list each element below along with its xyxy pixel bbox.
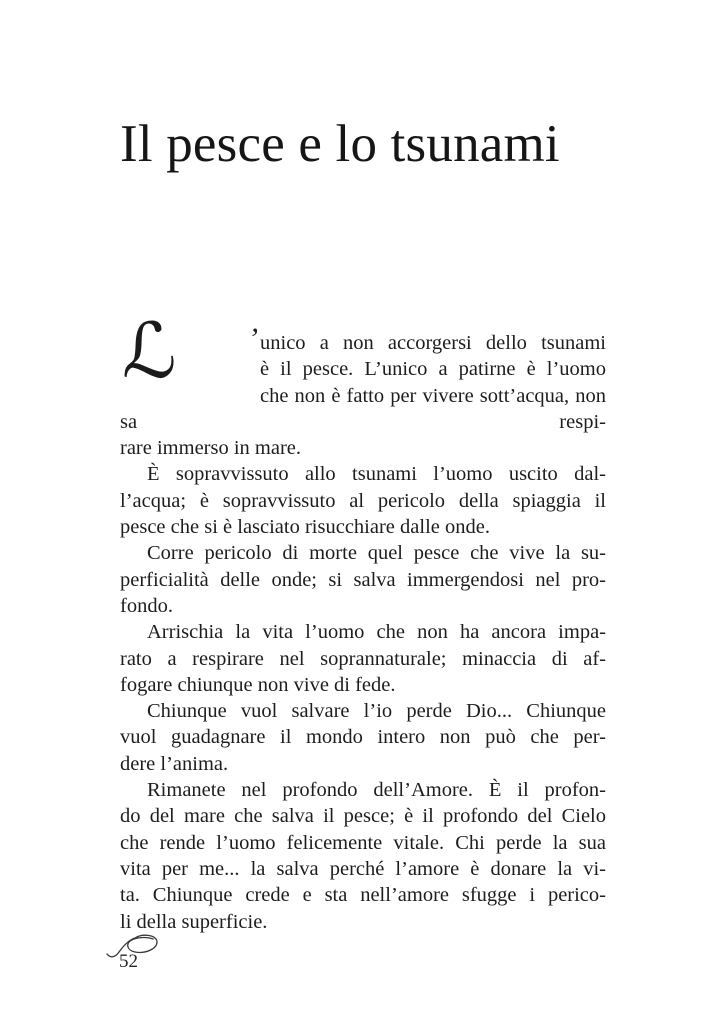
text-line: È sopravvissuto allo tsunami l’uomo uscito dal- xyxy=(147,463,606,486)
text-line: Chiunque vuol salvare l’io perde Dio... Chiunque xyxy=(147,700,606,723)
text-line: che non è fatto per vivere sott’acqua, non sa respi- xyxy=(120,384,606,433)
text-line: li della superficie. xyxy=(120,910,268,933)
paragraph xyxy=(120,540,606,619)
text-line: Corre pericolo di morte quel pesce che vive la su- xyxy=(147,542,606,565)
paragraph xyxy=(120,698,606,777)
text-line: perficialità delle onde; si salva immergendosi nel pro- xyxy=(120,568,606,591)
paragraph xyxy=(120,777,606,935)
text-line: fondo. xyxy=(120,594,173,617)
text-line: che rende l’uomo felicemente vitale. Chi perde la sua xyxy=(120,831,606,854)
page-number: 52 xyxy=(119,951,138,972)
text-line: l’acqua; è sopravvissuto al pericolo della spiaggia il xyxy=(120,489,606,512)
text-line: dere l’anima. xyxy=(120,752,229,775)
text-line: pesce che si è lasciato risucchiare dalle onde. xyxy=(120,516,490,539)
text-line: è il pesce. L’unico a patirne è l’uomo xyxy=(260,358,606,381)
text-line: fogare chiunque non vive di fede. xyxy=(120,673,396,696)
drop-cap-apostrophe: ’ xyxy=(248,322,258,355)
drop-cap xyxy=(120,306,260,395)
text-line: vuol guadagnare il mondo intero non può che per- xyxy=(120,726,606,749)
text-line: ta. Chiunque crede e sta nell’amore sfugge i perico- xyxy=(120,884,606,907)
paragraph xyxy=(120,461,606,540)
paragraph xyxy=(120,619,606,698)
text-line: rare immerso in mare. xyxy=(120,437,302,460)
text-line: vita per me... la salva perché l’amore è donare la vi- xyxy=(120,857,606,880)
text-line: Arrischia la vita l’uomo che non ha ancora impa- xyxy=(147,621,606,644)
body-text xyxy=(120,306,606,935)
text-line: do del mare che salva il pesce; è il profondo del Cielo xyxy=(120,805,606,828)
text-line: unico a non accorgersi dello tsunami xyxy=(260,332,606,354)
drop-cap-letter: ℒ xyxy=(122,306,177,395)
text-line: rato a respirare nel soprannaturale; minaccia di af- xyxy=(120,647,606,670)
text-line: Rimanete nel profondo dell’Amore. È il profon- xyxy=(147,779,606,802)
chapter-title: Il pesce e lo tsunami xyxy=(120,115,560,173)
